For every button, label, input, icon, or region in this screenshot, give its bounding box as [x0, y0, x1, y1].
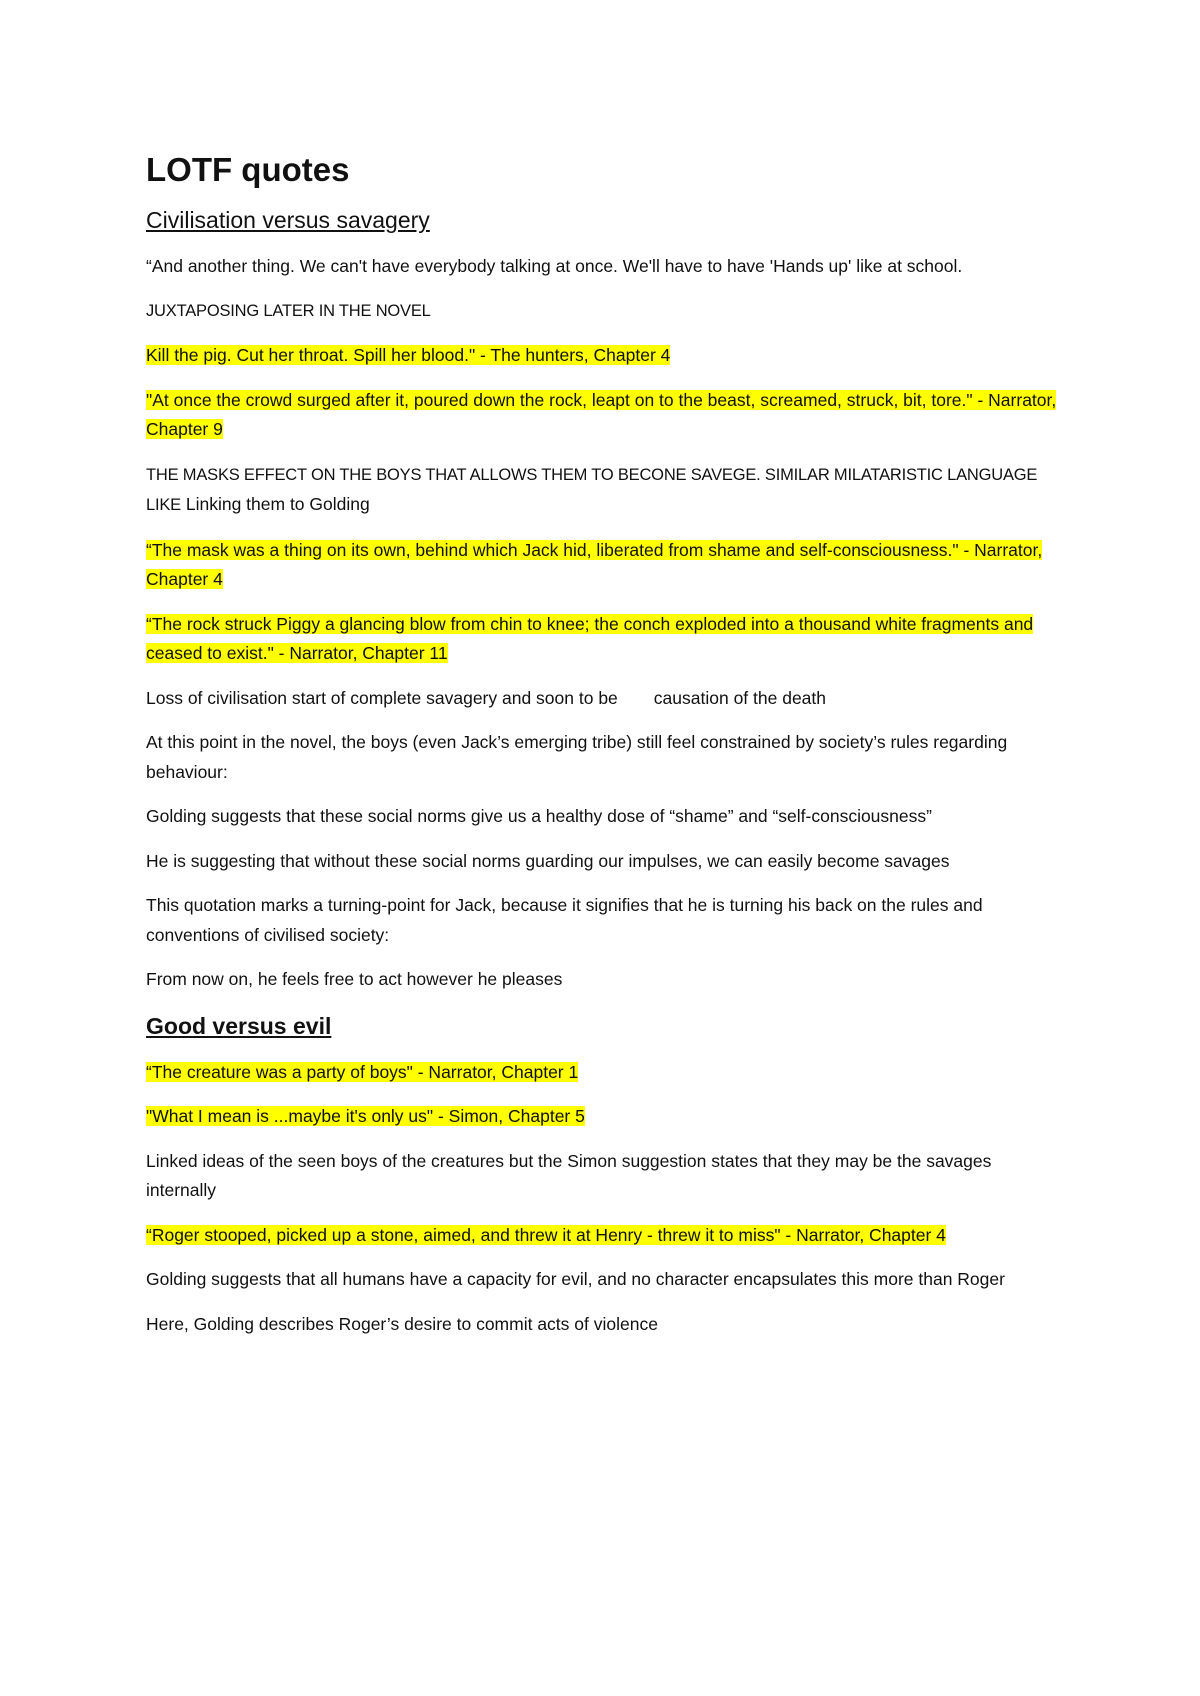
highlighted-quote-text: “Roger stooped, picked up a stone, aimed, and threw it at Henry - threw it to miss" - Narrator, Chapter 4 [146, 1224, 946, 1245]
highlighted-quote [146, 1102, 1066, 1132]
analysis-text: Here, Golding describes Roger’s desire to commit acts of violence [146, 1313, 658, 1334]
analysis-paragraph [146, 1265, 1066, 1295]
highlighted-quote-text: "At once the crowd surged after it, poured down the rock, leapt on to the beast, screamed, struck, bit, tore." - Narrator, Chapter 9 [146, 389, 1057, 439]
note-text: JUXTAPOSING LATER IN THE NOVEL [146, 301, 431, 320]
note-paragraph [146, 297, 1066, 327]
highlighted-quote [146, 1221, 1066, 1251]
section-heading-good-evil: Good versus evil [146, 1012, 332, 1039]
note-text: Loss of civilisation start of complete savagery and soon to be [146, 687, 618, 708]
analysis-text: Golding suggests that all humans have a capacity for evil, and no character encapsulates this more than Roger [146, 1269, 1005, 1289]
analysis-paragraph [146, 891, 1066, 950]
analysis-paragraph [146, 847, 1066, 877]
highlighted-quote-text: “The mask was a thing on its own, behind which Jack hid, liberated from shame and self-consciousness." - Narrator, Chapter 4 [146, 539, 1043, 589]
analysis-text: From now on, he feels free to act however he pleases [146, 969, 563, 989]
analysis-text: Golding suggests that these social norms give us a healthy dose of “shame” and “self-consciousness” [146, 806, 932, 826]
document-page [146, 150, 1066, 1354]
analysis-paragraph [146, 802, 1066, 832]
highlighted-quote [146, 536, 1066, 595]
analysis-paragraph [146, 728, 1066, 787]
quote-paragraph [146, 252, 1066, 282]
note-text: THE MASKS EFFECT ON THE BOYS THAT ALLOWS THEM TO BECONE SAVEGE. SIMILAR MILATARISTIC LANGUAGE LIKE [146, 465, 1038, 514]
highlighted-quote [146, 1058, 1066, 1088]
highlighted-quote-text: “The rock struck Piggy a glancing blow from chin to knee; the conch exploded into a thousand white fragments and ceased to exist." - Narrator, Chapter 11 [146, 613, 1034, 663]
analysis-text: He is suggesting that without these social norms guarding our impulses, we can easily become savages [146, 850, 950, 871]
analysis-text: Linked ideas of the seen boys of the creatures but the Simon suggestion states that they may be the savages internally [146, 1150, 992, 1200]
analysis-text: This quotation marks a turning-point for Jack, because it signifies that he is turning his back on the rules and conventions of civilised society: [146, 895, 983, 945]
highlighted-quote [146, 341, 1066, 371]
highlighted-quote-text: "What I mean is ...maybe it's only us" - Simon, Chapter 5 [146, 1106, 585, 1126]
analysis-paragraph [146, 1310, 1066, 1340]
section-heading-civilisation: Civilisation versus savagery [146, 207, 430, 233]
highlighted-quote [146, 610, 1066, 669]
note-paragraph [146, 684, 1066, 714]
document-title: LOTF quotes [146, 151, 350, 188]
note-text: Linking them to Golding [185, 494, 370, 514]
analysis-text: At this point in the novel, the boys (even Jack’s emerging tribe) still feel constrained by society’s rules regarding behaviour: [146, 732, 1008, 782]
note-paragraph [146, 460, 1066, 521]
highlighted-quote [146, 386, 1066, 445]
quote-text: “And another thing. We can't have everybody talking at once. We'll have to have 'Hands up' like at school. [146, 256, 963, 276]
note-text: causation of the death [653, 687, 827, 708]
analysis-paragraph [146, 965, 1066, 995]
highlighted-quote-text: Kill the pig. Cut her throat. Spill her blood." - The hunters, Chapter 4 [146, 345, 671, 365]
highlighted-quote-text: “The creature was a party of boys" - Narrator, Chapter 1 [146, 1061, 579, 1082]
analysis-paragraph [146, 1147, 1066, 1206]
